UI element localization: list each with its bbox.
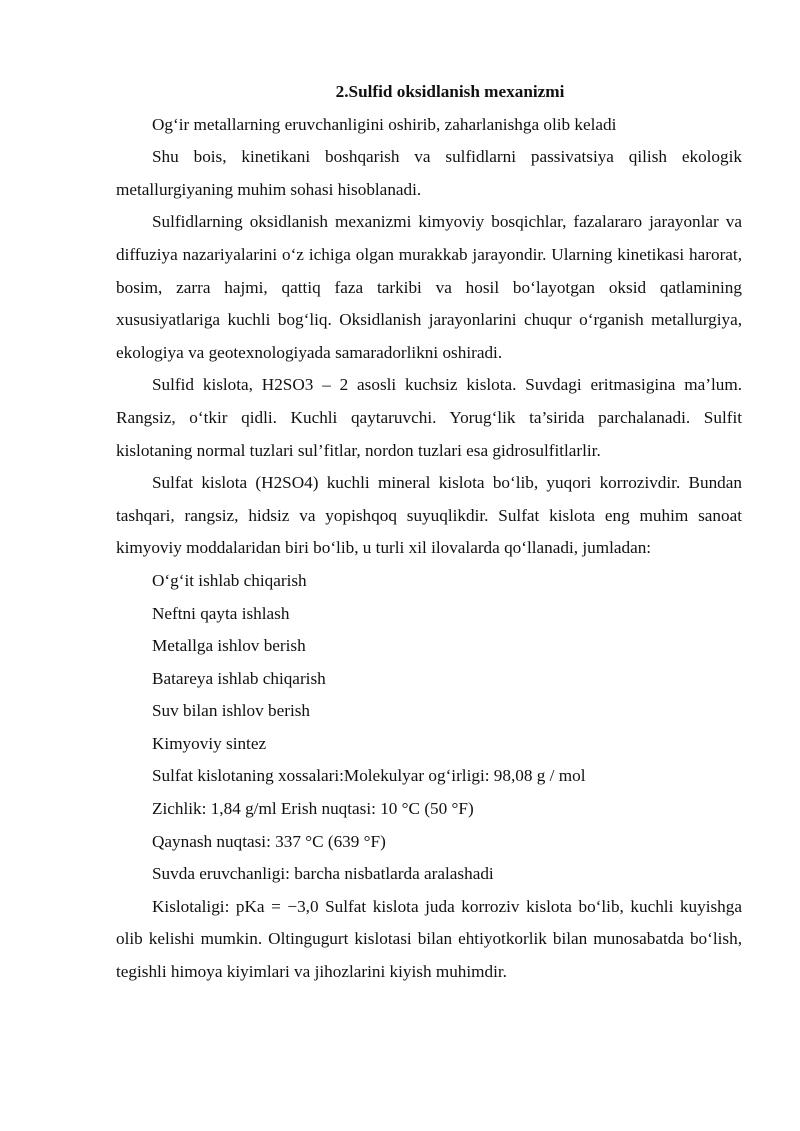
property-line: Zichlik: 1,84 g/ml Erish nuqtasi: 10 °C (50 °F) [152, 799, 474, 819]
list-item: O‘g‘it ishlab chiqarish [152, 570, 307, 590]
document-body [116, 76, 742, 989]
section-heading: 2.Sulfid oksidlanish mexanizmi [335, 82, 565, 101]
list-item: Batareya ishlab chiqarish [152, 668, 326, 688]
paragraph-passivation: Shu bois, kinetikani boshqarish va sulfidlarni passivatsiya qilish ekologik metallurgiyaning muhim sohasi hisoblanadi. [116, 147, 742, 199]
list-item: Kimyoviy sintez [152, 733, 267, 753]
intro-line: Og‘ir metallarning eruvchanligini oshirib, zaharlanishga olib keladi [152, 114, 617, 134]
property-line: Sulfat kislotaning xossalari:Molekulyar og‘irligi: 98,08 g / mol [152, 766, 586, 786]
paragraph-mechanism: Sulfidlarning oksidlanish mexanizmi kimyoviy bosqichlar, fazalararo jarayonlar va diffuziya nazariyalarini o‘z ichiga olgan murakkab jarayondir. Ularning kinetikasi harorat, bosim, zarra hajmi, qattiq faza tarkibi va hosil bo‘layotgan oksid qatlamining xususiyatlariga kuchli bog‘liq. Oksidlanish jarayonlarini chuqur o‘rganish metallurgiya, ekologiya va geotexnologiyada samaradorlikni oshiradi. [116, 212, 742, 362]
list-item: Metallga ishlov berish [152, 636, 306, 656]
property-line: Qaynash nuqtasi: 337 °C (639 °F) [152, 831, 386, 851]
property-line: Suvda eruvchanligi: barcha nisbatlarda aralashadi [152, 864, 494, 884]
paragraph-acidity: Kislotaligi: pKa = −3,0 Sulfat kislota juda korroziv kislota bo‘lib, kuchli kuyishga olib kelishi mumkin. Oltingugurt kislotasi bilan ehtiyotkorlik bilan munosabatda bo‘lish, tegishli himoya kiyimlari va jihozlarini kiyish muhimdir. [116, 896, 742, 982]
list-item: Neftni qayta ishlash [152, 603, 290, 623]
paragraph-sulfuric-acid: Sulfat kislota (H2SO4) kuchli mineral kislota bo‘lib, yuqori korrozivdir. Bundan tashqari, rangsiz, hidsiz va yopishqoq suyuqlikdir. Sulfat kislota eng muhim sanoat kimyoviy moddalaridan biri bo‘lib, u turli xil ilovalarda qo‘llanadi, jumladan: [116, 473, 742, 558]
list-item: Suv bilan ishlov berish [152, 701, 311, 721]
paragraph-sulfurous-acid: Sulfid kislota, H2SO3 – 2 asosli kuchsiz kislota. Suvdagi eritmasigina ma’lum. Rangsiz, o‘tkir qidli. Kuchli qaytaruvchi. Yorug‘lik ta’sirida parchalanadi. Sulfit kislotaning normal tuzlari sul’fitlar, nordon tuzlari esa gidrosulfitlarlir. [116, 375, 742, 460]
